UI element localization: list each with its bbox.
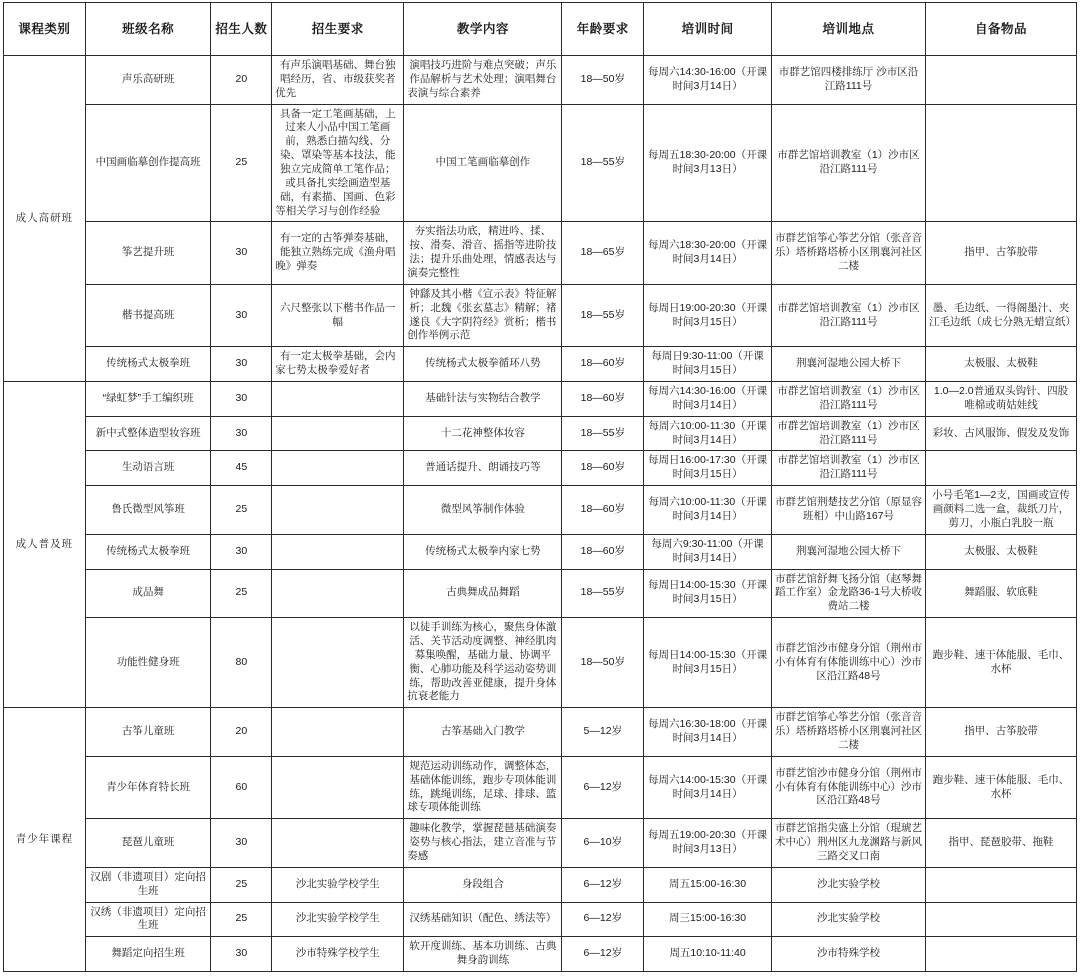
time-cell: 每周六14:00-15:30（开课时间3月14日）: [644, 756, 772, 818]
items-cell: [926, 56, 1077, 105]
time-cell: 每周六9:30-11:00（开课时间3月14日）: [644, 534, 772, 569]
place-cell: 市群艺馆培训教室（1）沙市区沿江路111号: [772, 382, 926, 417]
table-row: [4, 569, 1077, 618]
enrollment-count-cell: 30: [211, 416, 272, 451]
table-body: [4, 56, 1077, 972]
time-cell: 每周日19:00-20:30（开课时间3月15日）: [644, 284, 772, 346]
content-cell: 微型风筝制作体验: [404, 486, 562, 535]
table-row: [4, 867, 1077, 902]
table-row: [4, 618, 1077, 708]
time-cell: 每周六14:30-16:00（开课时间3月14日）: [644, 56, 772, 105]
content-cell: 趣味化教学，掌握琵琶基础演奏姿势与核心指法，建立音准与节奏感: [404, 819, 562, 868]
class-name-cell: 汉剧（非遗项目）定向招生班: [85, 867, 211, 902]
content-cell: 汉绣基础知识（配色、绣法等）: [404, 902, 562, 937]
items-cell: 指甲、古筝胶带: [926, 708, 1077, 757]
column-header-age: 年龄要求: [562, 3, 644, 56]
place-cell: 市群艺馆培训教室（1）沙市区沿江路111号: [772, 451, 926, 486]
place-cell: 市群艺馆培训教室（1）沙市区沿江路111号: [772, 104, 926, 222]
table-row: [4, 347, 1077, 382]
requirement-cell: 沙北实验学校学生: [272, 902, 404, 937]
age-cell: 18—55岁: [562, 569, 644, 618]
enrollment-count-cell: 25: [211, 867, 272, 902]
place-cell: 沙市特殊学校: [772, 937, 926, 972]
requirement-cell: 有一定太极拳基础，会内家七势太极拳爱好者: [272, 347, 404, 382]
table-row: [4, 902, 1077, 937]
age-cell: 18—55岁: [562, 284, 644, 346]
items-cell: [926, 451, 1077, 486]
class-name-cell: 鲁氏微型风筝班: [85, 486, 211, 535]
age-cell: 18—55岁: [562, 416, 644, 451]
column-header-training-place: 培训地点: [772, 3, 926, 56]
requirement-cell: [272, 382, 404, 417]
place-cell: 市群艺馆沙市健身分馆（荆州市小有体育有体能训练中心）沙市区沿江路48号: [772, 618, 926, 708]
age-cell: 18—65岁: [562, 222, 644, 284]
class-name-cell: “绿虹梦”手工编织班: [85, 382, 211, 417]
requirement-cell: [272, 756, 404, 818]
class-name-cell: 生动语言班: [85, 451, 211, 486]
items-cell: 1.0—2.0普通双头钩针、四股唯棉或萌姑娃线: [926, 382, 1077, 417]
requirement-cell: [272, 416, 404, 451]
time-cell: 每周六16:30-18:00（开课时间3月14日）: [644, 708, 772, 757]
requirement-cell: 有一定的古筝弹奏基础，能独立熟练完成《渔舟唱晚》弹奏: [272, 222, 404, 284]
category-cell: 成人普及班: [4, 382, 86, 708]
column-header-category: 课程类别: [4, 3, 86, 56]
time-cell: 每周六10:00-11:30（开课时间3月14日）: [644, 416, 772, 451]
items-cell: 指甲、古筝胶带: [926, 222, 1077, 284]
table-row: [4, 534, 1077, 569]
items-cell: 跑步鞋、速干体能服、毛巾、水杯: [926, 618, 1077, 708]
time-cell: 每周六14:30-16:00（开课时间3月14日）: [644, 382, 772, 417]
content-cell: 钟繇及其小楷《宣示表》特征解析；北魏《张玄墓志》精解；褚遂良《大字阴符经》赏析；楷书创作举例示范: [404, 284, 562, 346]
place-cell: 市群艺馆培训教室（1）沙市区沿江路111号: [772, 416, 926, 451]
table-row: [4, 756, 1077, 818]
content-cell: 古筝基础入门教学: [404, 708, 562, 757]
enrollment-count-cell: 30: [211, 937, 272, 972]
place-cell: 市群艺馆筝心筝艺分馆（张音音乐）塔桥路塔桥小区荆襄河社区二楼: [772, 708, 926, 757]
column-header-enrollment-count: 招生人数: [211, 3, 272, 56]
requirement-cell: [272, 618, 404, 708]
table-row: [4, 819, 1077, 868]
place-cell: 沙北实验学校: [772, 867, 926, 902]
items-cell: 太极服、太极鞋: [926, 534, 1077, 569]
requirement-cell: [272, 569, 404, 618]
place-cell: 荆襄河湿地公园大桥下: [772, 347, 926, 382]
class-name-cell: 中国画临摹创作提高班: [85, 104, 211, 222]
requirement-cell: 沙北实验学校学生: [272, 867, 404, 902]
requirement-cell: [272, 819, 404, 868]
time-cell: 每周日14:00-15:30（开课时间3月15日）: [644, 618, 772, 708]
items-cell: 指甲、琵琶胶带、拖鞋: [926, 819, 1077, 868]
age-cell: 18—50岁: [562, 56, 644, 105]
content-cell: 古典舞成品舞蹈: [404, 569, 562, 618]
enrollment-count-cell: 30: [211, 534, 272, 569]
content-cell: 演唱技巧进阶与难点突破；声乐作品解析与艺术处理；演唱舞台表演与综合素养: [404, 56, 562, 105]
enrollment-count-cell: 25: [211, 902, 272, 937]
content-cell: 身段组合: [404, 867, 562, 902]
place-cell: 荆襄河湿地公园大桥下: [772, 534, 926, 569]
time-cell: 每周日14:00-15:30（开课时间3月15日）: [644, 569, 772, 618]
items-cell: 舞蹈服、软底鞋: [926, 569, 1077, 618]
class-name-cell: 筝艺提升班: [85, 222, 211, 284]
age-cell: 18—60岁: [562, 347, 644, 382]
enrollment-count-cell: 25: [211, 104, 272, 222]
place-cell: 市群艺馆舒舞飞扬分馆（赵琴舞蹈工作室）金龙路36-1号大桥收费站二楼: [772, 569, 926, 618]
table-row: [4, 284, 1077, 346]
class-name-cell: 传统杨式太极拳班: [85, 534, 211, 569]
content-cell: 传统杨式太极拳循环八势: [404, 347, 562, 382]
column-header-class-name: 班级名称: [85, 3, 211, 56]
class-name-cell: 琵琶儿童班: [85, 819, 211, 868]
class-name-cell: 楷书提高班: [85, 284, 211, 346]
enrollment-count-cell: 45: [211, 451, 272, 486]
requirement-cell: [272, 708, 404, 757]
age-cell: 6—12岁: [562, 902, 644, 937]
enrollment-count-cell: 25: [211, 569, 272, 618]
column-header-training-time: 培训时间: [644, 3, 772, 56]
items-cell: [926, 104, 1077, 222]
items-cell: 墨、毛边纸、一得阁墨汁、夹江毛边纸（成七分熟无蜡宣纸）: [926, 284, 1077, 346]
requirement-cell: 具备一定工笔画基础，上过来人小品中国工笔画前，熟悉白描勾线、分染、罩染等基本技法，能独立完成简单工笔作品；或具备扎实绘画造型基础，有素描、国画、色彩等相关学习与创作经验: [272, 104, 404, 222]
table-row: [4, 708, 1077, 757]
enrollment-count-cell: 30: [211, 222, 272, 284]
course-table: [3, 2, 1077, 972]
table-row: [4, 56, 1077, 105]
time-cell: 每周日9:30-11:00（开课时间3月15日）: [644, 347, 772, 382]
time-cell: 每周日16:00-17:30（开课时间3月15日）: [644, 451, 772, 486]
time-cell: 每周五18:30-20:00（开课时间3月13日）: [644, 104, 772, 222]
items-cell: [926, 902, 1077, 937]
time-cell: 每周六18:30-20:00（开课时间3月14日）: [644, 222, 772, 284]
class-name-cell: 青少年体育特长班: [85, 756, 211, 818]
age-cell: 5—12岁: [562, 708, 644, 757]
enrollment-count-cell: 30: [211, 819, 272, 868]
requirement-cell: 有声乐演唱基础、舞台独唱经历，省、市级获奖者优先: [272, 56, 404, 105]
place-cell: 市群艺馆培训教室（1）沙市区沿江路111号: [772, 284, 926, 346]
content-cell: 规范运动训练动作，调整体态，基础体能训练，跑步专项体能训练，跳绳训练，足球、排球、篮球专项体能训练: [404, 756, 562, 818]
age-cell: 6—12岁: [562, 756, 644, 818]
enrollment-count-cell: 30: [211, 284, 272, 346]
time-cell: 每周五19:00-20:30（开课时间3月13日）: [644, 819, 772, 868]
table-row: [4, 222, 1077, 284]
place-cell: 市群艺馆沙市健身分馆（荆州市小有体育有体能训练中心）沙市区沿江路48号: [772, 756, 926, 818]
content-cell: 软开度训练、基本功训练、古典舞身韵训练: [404, 937, 562, 972]
time-cell: 周五15:00-16:30: [644, 867, 772, 902]
items-cell: 太极服、太极鞋: [926, 347, 1077, 382]
table-row: [4, 416, 1077, 451]
column-header-requirements: 招生要求: [272, 3, 404, 56]
category-cell: 青少年课程: [4, 708, 86, 972]
time-cell: 每周六10:00-11:30（开课时间3月14日）: [644, 486, 772, 535]
age-cell: 18—55岁: [562, 104, 644, 222]
class-name-cell: 汉绣（非遗项目）定向招生班: [85, 902, 211, 937]
category-cell: 成人高研班: [4, 56, 86, 382]
enrollment-count-cell: 20: [211, 708, 272, 757]
requirement-cell: [272, 486, 404, 535]
age-cell: 6—10岁: [562, 819, 644, 868]
table-row: [4, 382, 1077, 417]
enrollment-count-cell: 80: [211, 618, 272, 708]
enrollment-count-cell: 25: [211, 486, 272, 535]
place-cell: 沙北实验学校: [772, 902, 926, 937]
age-cell: 18—60岁: [562, 451, 644, 486]
table-row: [4, 104, 1077, 222]
class-name-cell: 舞蹈定向招生班: [85, 937, 211, 972]
age-cell: 6—12岁: [562, 937, 644, 972]
table-header: [4, 3, 1077, 56]
class-name-cell: 古筝儿童班: [85, 708, 211, 757]
class-name-cell: 传统杨式太极拳班: [85, 347, 211, 382]
content-cell: 十二花神整体妆容: [404, 416, 562, 451]
time-cell: 周五10:10-11:40: [644, 937, 772, 972]
class-name-cell: 成品舞: [85, 569, 211, 618]
table-row: [4, 937, 1077, 972]
age-cell: 18—60岁: [562, 382, 644, 417]
age-cell: 18—60岁: [562, 486, 644, 535]
content-cell: 传统杨式太极拳内家七势: [404, 534, 562, 569]
place-cell: 市群艺馆荆楚技艺分馆（原显容班相）中山路167号: [772, 486, 926, 535]
class-name-cell: 新中式整体造型妆容班: [85, 416, 211, 451]
place-cell: 市群艺馆指尖盛上分馆（琨琥艺术中心）荆州区九龙渊路与新风三路交叉口南: [772, 819, 926, 868]
column-header-own-items: 自备物品: [926, 3, 1077, 56]
age-cell: 18—50岁: [562, 618, 644, 708]
enrollment-count-cell: 30: [211, 347, 272, 382]
content-cell: 夯实指法功底，精进吟、揉、按、滑奏、滑音、摇指等进阶技法；提升乐曲处理，情感表达与演奏完整性: [404, 222, 562, 284]
requirement-cell: [272, 451, 404, 486]
content-cell: 以徒手训练为核心，聚焦身体激活、关节活动度调整、神经肌肉募集唤醒，基础力量、协调平衡、心肺功能及科学运动姿势训练，帮助改善亚健康，提升身体抗衰老能力: [404, 618, 562, 708]
content-cell: 普通话提升、朗诵技巧等: [404, 451, 562, 486]
items-cell: 跑步鞋、速干体能服、毛巾、水杯: [926, 756, 1077, 818]
content-cell: 基础针法与实物结合教学: [404, 382, 562, 417]
requirement-cell: 沙市特殊学校学生: [272, 937, 404, 972]
requirement-cell: 六尺整张以下楷书作品一幅: [272, 284, 404, 346]
place-cell: 市群艺馆筝心筝艺分馆（张音音乐）塔桥路塔桥小区荆襄河社区二楼: [772, 222, 926, 284]
class-name-cell: 功能性健身班: [85, 618, 211, 708]
place-cell: 市群艺馆四楼排练厅 沙市区沿江路111号: [772, 56, 926, 105]
items-cell: 小号毛笔1—2支，国画或宣传画颜料二选一盒，裁纸刀片，剪刀，小瓶白乳胶一瓶: [926, 486, 1077, 535]
column-header-teaching-content: 教学内容: [404, 3, 562, 56]
age-cell: 6—12岁: [562, 867, 644, 902]
enrollment-count-cell: 30: [211, 382, 272, 417]
table-row: [4, 451, 1077, 486]
items-cell: [926, 867, 1077, 902]
items-cell: 彩妆、古风服饰、假发及发饰: [926, 416, 1077, 451]
items-cell: [926, 937, 1077, 972]
age-cell: 18—60岁: [562, 534, 644, 569]
content-cell: 中国工笔画临摹创作: [404, 104, 562, 222]
table-row: [4, 486, 1077, 535]
enrollment-count-cell: 20: [211, 56, 272, 105]
time-cell: 周三15:00-16:30: [644, 902, 772, 937]
class-name-cell: 声乐高研班: [85, 56, 211, 105]
enrollment-count-cell: 60: [211, 756, 272, 818]
table-header-row: [4, 3, 1077, 56]
requirement-cell: [272, 534, 404, 569]
